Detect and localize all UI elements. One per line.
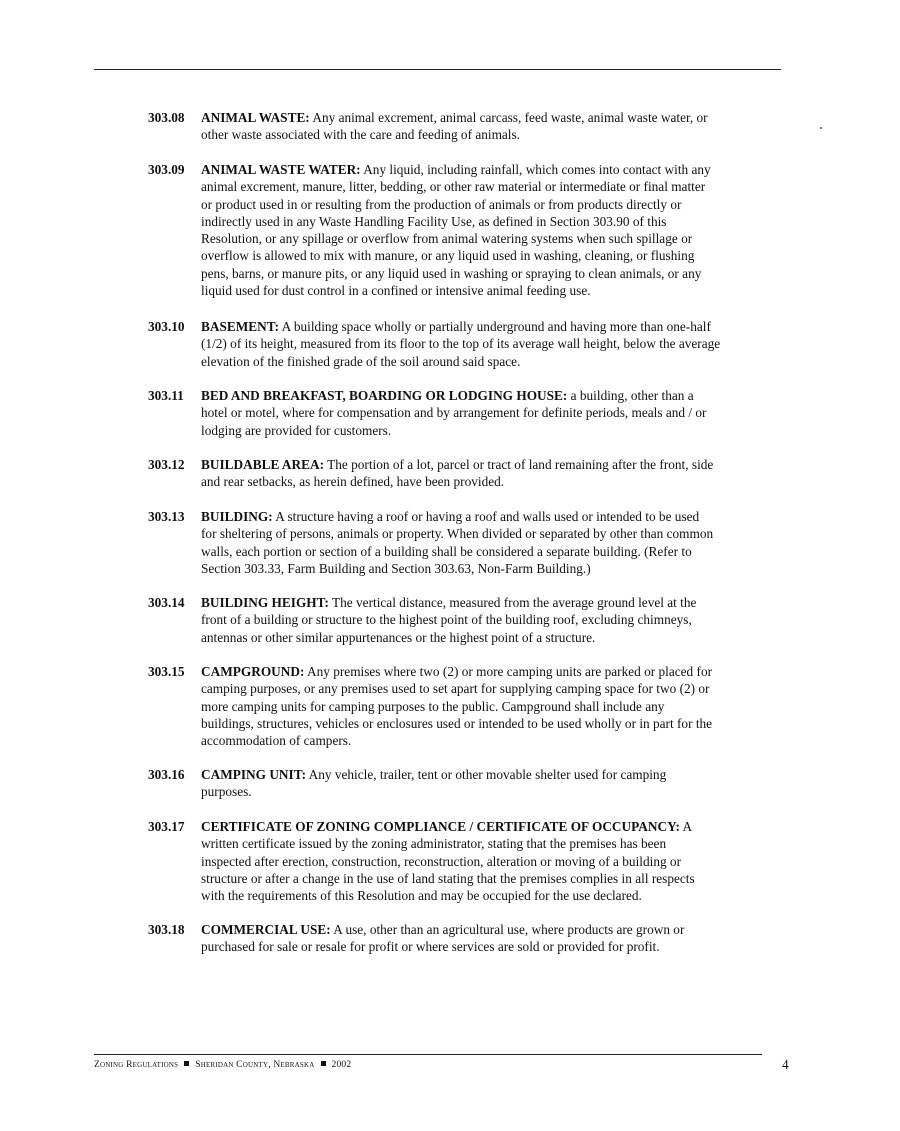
body-line: Resolution, or any spillage or overflow from animal watering systems when such spillage or xyxy=(201,231,693,247)
defined-term: BASEMENT: xyxy=(201,319,280,334)
body-line: Section 303.33, Farm Building and Section 303.63, Non-Farm Building.) xyxy=(201,560,591,576)
body-line: inspected after erection, construction, reconstruction, alteration or moving of a building or xyxy=(201,853,682,869)
section-number: 303.13 xyxy=(148,509,185,524)
section-body xyxy=(201,161,801,299)
section-number: 303.09 xyxy=(148,162,185,177)
page-number: 4 xyxy=(782,1057,789,1072)
body-line: walls, each portion or section of a building shall be considered a separate building. (Refer to xyxy=(201,543,692,559)
first-line: BUILDING HEIGHT: The vertical distance, measured from the average ground level at the xyxy=(201,595,697,610)
body-line: (1/2) of its height, measured from its floor to the top of its average wall height, below the average xyxy=(201,336,721,352)
body-line: for sheltering of persons, animals or property. When divided or separated by other than common xyxy=(201,526,714,542)
section-number: 303.16 xyxy=(148,767,185,782)
body-line: other waste associated with the care and feeding of animals. xyxy=(201,127,521,143)
section-number: 303.15 xyxy=(148,664,185,679)
section-body xyxy=(201,818,801,904)
footer xyxy=(94,1060,351,1070)
section-body xyxy=(201,921,801,956)
defined-term: BUILDABLE AREA: xyxy=(201,457,325,472)
first-line: BUILDING: A structure having a roof or having a roof and walls used or intended to be used xyxy=(201,509,700,524)
footer-title: Zoning Regulations xyxy=(94,1060,179,1070)
section-number: 303.17 xyxy=(148,819,185,834)
footer-year: 2002 xyxy=(331,1060,352,1070)
section-body xyxy=(201,508,801,577)
top-rule xyxy=(94,69,781,70)
first-line: BED AND BREAKFAST, BOARDING OR LODGING HOUSE: a building, other than a xyxy=(201,388,694,403)
first-line: BUILDABLE AREA: The portion of a lot, parcel or tract of land remaining after the front, side xyxy=(201,457,714,472)
body-line: buildings, structures, vehicles or enclosures used or intended to be used wholly or in part for the xyxy=(201,715,713,731)
footer-county: Sheridan County, Nebraska xyxy=(195,1060,315,1070)
square-bullet-icon xyxy=(321,1061,326,1066)
body-line: front of a building or structure to the highest point of the building roof, excluding chimneys, xyxy=(201,612,692,628)
square-bullet-icon xyxy=(184,1061,189,1066)
body-line: purchased for sale or resale for profit or where services are sold or provided for profit. xyxy=(201,939,660,955)
first-line: BASEMENT: A building space wholly or partially underground and having more than one-half xyxy=(201,319,711,334)
body-line: antennas or other similar appurtenances or the highest point of a structure. xyxy=(201,629,596,645)
section-body xyxy=(201,318,801,370)
section-number: 303.10 xyxy=(148,319,185,334)
body-line: purposes. xyxy=(201,784,252,800)
defined-term: ANIMAL WASTE: xyxy=(201,110,310,125)
first-line: CERTIFICATE OF ZONING COMPLIANCE / CERTIFICATE OF OCCUPANCY: A xyxy=(201,819,693,834)
defined-term: CAMPGROUND: xyxy=(201,664,305,679)
section-body xyxy=(201,594,801,646)
first-line: CAMPING UNIT: Any vehicle, trailer, tent or other movable shelter used for camping xyxy=(201,767,667,782)
body-line: written certificate issued by the zoning administrator, stating that the premises has been xyxy=(201,836,667,852)
scan-speck xyxy=(820,127,822,129)
body-line: more camping units for camping purposes to the public. Campground shall include any xyxy=(201,698,665,714)
body-line: overflow is allowed to mix with manure, or any liquid used in washing, cleaning, or flushing xyxy=(201,248,695,264)
defined-term: BUILDING HEIGHT: xyxy=(201,595,329,610)
body-line: liquid used for dust control in a confined or intensive animal feeding use. xyxy=(201,283,591,299)
body-line: or product used in or resulting from the production of animals or from products directly or xyxy=(201,196,682,212)
defined-term: CAMPING UNIT: xyxy=(201,767,307,782)
defined-term: COMMERCIAL USE: xyxy=(201,922,331,937)
first-line: COMMERCIAL USE: A use, other than an agricultural use, where products are grown or xyxy=(201,922,685,937)
section-body xyxy=(201,109,801,144)
body-line: structure or after a change in the use of land stating that the premises complies in all respects xyxy=(201,870,695,886)
body-line: hotel or motel, where for compensation and by arrangement for definite periods, meals and / or xyxy=(201,405,707,421)
defined-term: ANIMAL WASTE WATER: xyxy=(201,162,361,177)
first-line: ANIMAL WASTE: Any animal excrement, animal carcass, feed waste, animal waste water, or xyxy=(201,110,708,125)
body-line: lodging are provided for customers. xyxy=(201,422,392,438)
first-line: ANIMAL WASTE WATER: Any liquid, including rainfall, which comes into contact with any xyxy=(201,162,711,177)
footer-rule xyxy=(94,1054,762,1055)
body-line: camping purposes, or any premises used to set apart for supplying camping space for two (2) or xyxy=(201,681,710,697)
section-body xyxy=(201,387,801,439)
body-line: animal excrement, manure, litter, bedding, or other raw material or intermediate or final matter xyxy=(201,179,706,195)
body-line: pens, barns, or manure pits, or any liquid used in washing or spraying to clean animals, or any xyxy=(201,265,702,281)
defined-term: BUILDING: xyxy=(201,509,273,524)
body-line: elevation of the finished grade of the soil around said space. xyxy=(201,353,521,369)
section-number: 303.18 xyxy=(148,922,185,937)
body-line: indirectly used in any Waste Handling Facility Use, as defined in Section 303.90 of this xyxy=(201,213,667,229)
section-body xyxy=(201,766,801,801)
body-line: and rear setbacks, as herein defined, have been provided. xyxy=(201,474,505,490)
section-number: 303.11 xyxy=(148,388,184,403)
body-line: with the requirements of this Resolution and may be occupied for the use declared. xyxy=(201,888,642,904)
body-line: accommodation of campers. xyxy=(201,733,352,749)
section-body xyxy=(201,456,801,491)
section-number: 303.14 xyxy=(148,595,185,610)
section-body xyxy=(201,663,801,749)
defined-term: BED AND BREAKFAST, BOARDING OR LODGING HOUSE: xyxy=(201,388,568,403)
defined-term: CERTIFICATE OF ZONING COMPLIANCE / CERTIFICATE OF OCCUPANCY: xyxy=(201,819,680,834)
first-line: CAMPGROUND: Any premises where two (2) or more camping units are parked or placed for xyxy=(201,664,713,679)
section-number: 303.08 xyxy=(148,110,185,125)
section-number: 303.12 xyxy=(148,457,185,472)
